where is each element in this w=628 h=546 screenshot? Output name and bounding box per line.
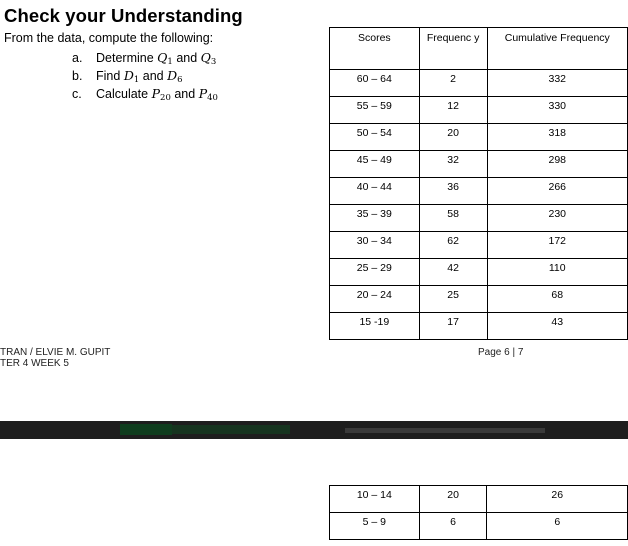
table-row bbox=[330, 97, 628, 124]
cell-scores: 25 – 29 bbox=[330, 259, 420, 286]
cell-cumulative: 26 bbox=[487, 486, 628, 513]
cell-scores: 40 – 44 bbox=[330, 178, 420, 205]
instructions-text: From the data, compute the following: bbox=[4, 31, 214, 45]
math-symbol: $Q_3$ bbox=[200, 50, 217, 67]
task-letter: c. bbox=[72, 87, 82, 101]
table-row bbox=[330, 259, 628, 286]
cell-cumulative: 6 bbox=[487, 513, 628, 540]
table-row bbox=[330, 70, 628, 97]
table-row bbox=[330, 286, 628, 313]
table-row bbox=[330, 178, 628, 205]
column-header-scores: Scores bbox=[330, 28, 420, 70]
task-item-a bbox=[72, 49, 218, 67]
math-symbol: $D_1$ bbox=[123, 68, 140, 85]
cell-frequency: 20 bbox=[419, 486, 487, 513]
cell-frequency: 32 bbox=[419, 151, 487, 178]
page-title: Check your Understanding bbox=[4, 5, 243, 26]
column-header-frequency: Frequenc y bbox=[419, 28, 487, 70]
task-list bbox=[72, 49, 218, 103]
footer-author bbox=[0, 347, 110, 369]
column-header-cumulative: Cumulative Frequency bbox=[487, 28, 627, 70]
cell-cumulative: 172 bbox=[487, 232, 627, 259]
band-decoration bbox=[120, 424, 172, 435]
cell-frequency: 62 bbox=[419, 232, 487, 259]
cell-scores: 60 – 64 bbox=[330, 70, 420, 97]
band-decoration bbox=[345, 428, 545, 433]
cell-frequency: 17 bbox=[419, 313, 487, 340]
task-verb: Determine bbox=[96, 51, 154, 65]
table-row bbox=[330, 124, 628, 151]
cell-frequency: 12 bbox=[419, 97, 487, 124]
table-row bbox=[330, 151, 628, 178]
math-symbol: $Q_1$ bbox=[157, 50, 173, 67]
math-symbol: $P_{20}$ bbox=[151, 86, 171, 103]
cell-cumulative: 110 bbox=[487, 259, 627, 286]
cell-scores: 5 – 9 bbox=[330, 513, 420, 540]
task-conjunction: and bbox=[176, 51, 198, 65]
math-symbol: $P_{40}$ bbox=[198, 86, 218, 103]
cell-frequency: 2 bbox=[419, 70, 487, 97]
cell-scores: 10 – 14 bbox=[330, 486, 420, 513]
page-number: Page 6 | 7 bbox=[478, 347, 524, 358]
table-row bbox=[330, 232, 628, 259]
cell-cumulative: 318 bbox=[487, 124, 627, 151]
cell-scores: 55 – 59 bbox=[330, 97, 420, 124]
footer-quarter: TER 4 WEEK 5 bbox=[0, 358, 69, 369]
table-header-row bbox=[330, 28, 628, 70]
task-letter: a. bbox=[72, 51, 83, 65]
cell-scores: 35 – 39 bbox=[330, 205, 420, 232]
task-verb: Calculate bbox=[96, 87, 149, 101]
task-letter: b. bbox=[72, 69, 83, 83]
cell-cumulative: 43 bbox=[487, 313, 627, 340]
cell-cumulative: 230 bbox=[487, 205, 627, 232]
cell-cumulative: 68 bbox=[487, 286, 627, 313]
frequency-table-continued bbox=[329, 485, 628, 540]
table-row bbox=[330, 313, 628, 340]
math-symbol: $D_6$ bbox=[167, 68, 183, 85]
table-row bbox=[330, 486, 628, 513]
cell-frequency: 42 bbox=[419, 259, 487, 286]
cell-frequency: 58 bbox=[419, 205, 487, 232]
cell-cumulative: 330 bbox=[487, 97, 627, 124]
task-verb: Find bbox=[96, 69, 121, 83]
cell-cumulative: 332 bbox=[487, 70, 627, 97]
table-row bbox=[330, 513, 628, 540]
cell-scores: 30 – 34 bbox=[330, 232, 420, 259]
cell-frequency: 25 bbox=[419, 286, 487, 313]
frequency-table bbox=[329, 27, 628, 340]
cell-frequency: 36 bbox=[419, 178, 487, 205]
page-break-band bbox=[0, 421, 628, 439]
task-conjunction: and bbox=[174, 87, 196, 101]
task-item-b bbox=[72, 67, 218, 85]
task-item-c bbox=[72, 85, 218, 103]
cell-frequency: 20 bbox=[419, 124, 487, 151]
band-decoration bbox=[172, 425, 290, 434]
cell-scores: 50 – 54 bbox=[330, 124, 420, 151]
cell-scores: 15 -19 bbox=[330, 313, 420, 340]
cell-cumulative: 266 bbox=[487, 178, 627, 205]
cell-scores: 45 – 49 bbox=[330, 151, 420, 178]
task-conjunction: and bbox=[142, 69, 164, 83]
cell-scores: 20 – 24 bbox=[330, 286, 420, 313]
table-row bbox=[330, 205, 628, 232]
cell-frequency: 6 bbox=[419, 513, 487, 540]
footer-author-name: TRAN / ELVIE M. GUPIT bbox=[0, 347, 111, 358]
cell-cumulative: 298 bbox=[487, 151, 627, 178]
